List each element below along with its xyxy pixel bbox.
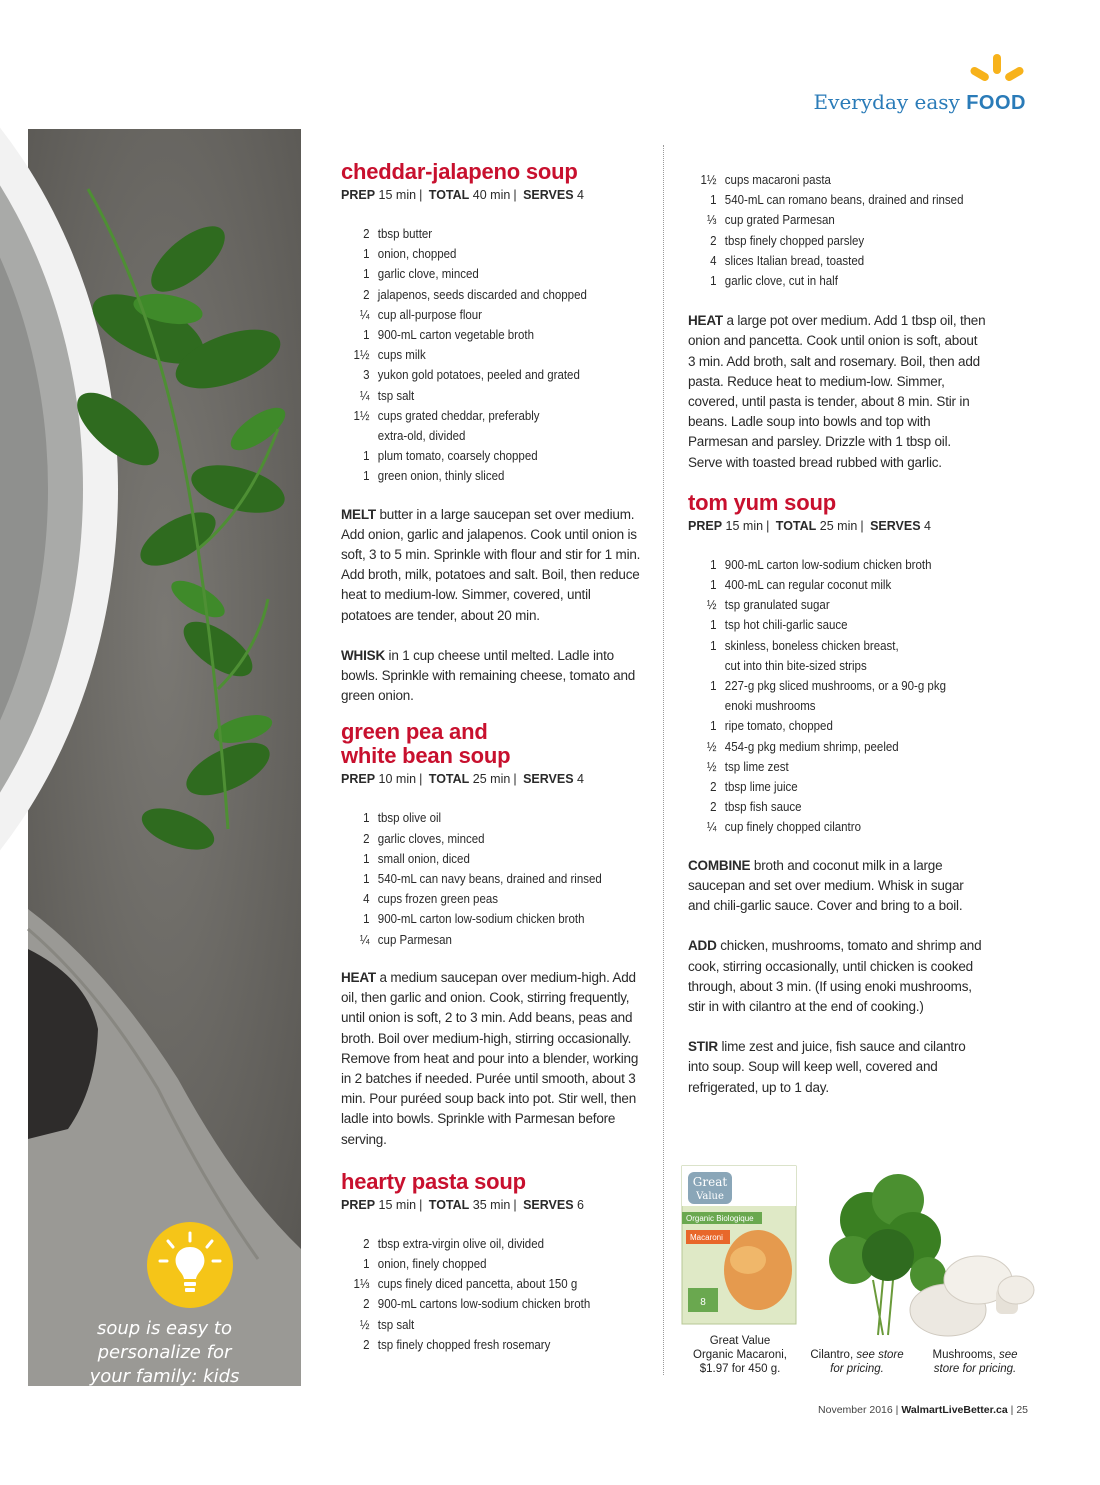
ingredient-qty: ⅓ xyxy=(706,213,717,228)
serves-label: SERVES xyxy=(523,188,574,202)
mushrooms-name: Mushrooms, xyxy=(932,1349,996,1361)
ingredient-text: tbsp fish sauce xyxy=(724,800,802,815)
ingredient-text: ripe tomato, chopped xyxy=(724,719,833,734)
method-step xyxy=(688,1037,988,1098)
cilantro-caption xyxy=(802,1348,912,1376)
ingredient-item xyxy=(688,170,964,190)
total-label: TOTAL xyxy=(428,188,470,202)
method-step xyxy=(341,646,641,707)
ingredient-item xyxy=(688,716,964,736)
step-verb: HEAT xyxy=(688,313,723,329)
ingredient-text: tsp hot chili-garlic sauce xyxy=(724,618,848,633)
ingredient-qty: 1 xyxy=(363,449,370,464)
ingredient-item xyxy=(341,1315,617,1335)
mushrooms-caption xyxy=(920,1348,1030,1376)
ingredient-qty: 1 xyxy=(363,328,370,343)
ingredient-item xyxy=(341,446,617,466)
ingredient-item xyxy=(341,244,617,264)
ingredient-text: small onion, diced xyxy=(377,851,470,866)
page-footer: November 2016 | WalmartLiveBetter.ca | 25 xyxy=(818,1404,1028,1416)
page-number: 25 xyxy=(1016,1404,1028,1416)
serves-count: 6 xyxy=(577,1197,584,1212)
serves-label: SERVES xyxy=(870,518,921,533)
ingredient-qty: 1 xyxy=(363,1256,370,1271)
ingredient-text: 900-mL carton low-sodium chicken broth xyxy=(724,557,932,572)
ingredient-text: 454-g pkg medium shrimp, peeled xyxy=(724,739,899,754)
tip-text: soup is easy to personalize for your family: kids not into seafood? leave it out! prefer shells to macaroni? go for it! xyxy=(77,1318,252,1483)
cilantro-note1: see store xyxy=(853,1349,904,1361)
ingredient-text: jalapenos, seeds discarded and chopped xyxy=(377,287,587,302)
ingredient-qty: 2 xyxy=(363,831,370,846)
box-brand-top: Great xyxy=(692,1175,728,1189)
ingredient-text: tsp granulated sugar xyxy=(724,598,830,613)
recipe-meta: PREP 10 min | TOTAL 25 min | SERVES 4 xyxy=(341,772,584,787)
box-name: Macaroni xyxy=(690,1233,723,1242)
serves-label: SERVES xyxy=(523,772,574,787)
ingredient-qty: 1 xyxy=(710,719,717,734)
ingredient-qty: 1 xyxy=(710,638,717,653)
ingredient-item xyxy=(688,676,964,716)
ingredient-item xyxy=(341,345,617,365)
masthead-prefix: Everyday easy xyxy=(813,90,960,114)
serves-count: 4 xyxy=(924,518,931,533)
ingredient-qty: 2 xyxy=(710,233,717,248)
ingredient-item xyxy=(688,777,964,797)
footer-date: November 2016 xyxy=(818,1404,893,1416)
ingredient-qty: ½ xyxy=(359,1317,370,1332)
prep-time: 15 min xyxy=(378,188,417,202)
ingredient-item xyxy=(688,737,964,757)
ingredient-qty: 1 xyxy=(710,193,717,208)
ingredient-item xyxy=(341,930,617,950)
box-tag: Organic Biologique xyxy=(686,1214,754,1223)
method-step xyxy=(341,968,641,1150)
ingredient-qty: ¼ xyxy=(359,388,370,403)
ingredient-list-continued xyxy=(688,170,988,291)
prep-label: PREP xyxy=(341,1197,376,1212)
recipe-title: cheddar-jalapeno soup xyxy=(341,159,578,184)
total-time: 25 min xyxy=(472,772,511,787)
ingredient-item xyxy=(341,365,617,385)
ingredient-text: 900-mL carton vegetable broth xyxy=(377,328,535,343)
ingredient-item xyxy=(341,849,617,869)
prep-label: PREP xyxy=(341,188,376,202)
footer-site: WalmartLiveBetter.ca xyxy=(901,1404,1008,1416)
ingredient-text: 227-g pkg sliced mushrooms, or a 90-g pkg enoki mushrooms xyxy=(724,679,946,714)
total-time: 35 min xyxy=(472,1197,511,1212)
ingredient-item xyxy=(341,466,617,486)
ingredient-item xyxy=(688,190,964,210)
method-step xyxy=(688,856,988,917)
ingredient-qty: 1 xyxy=(363,811,370,826)
ingredient-list xyxy=(341,224,641,487)
ingredient-text: garlic cloves, minced xyxy=(377,831,485,846)
recipe-green-pea xyxy=(341,720,641,1149)
product-images xyxy=(678,1160,1038,1340)
soup-photo xyxy=(28,129,301,1483)
step-verb: ADD xyxy=(688,938,717,954)
ingredient-qty: 4 xyxy=(363,892,370,907)
ingredient-qty: ½ xyxy=(706,759,717,774)
ingredient-item xyxy=(688,797,964,817)
ingredient-text: cups macaroni pasta xyxy=(724,173,831,187)
ingredient-list xyxy=(341,1234,641,1355)
recipe-title: tom yum soup xyxy=(688,489,836,515)
ingredient-text: cup grated Parmesan xyxy=(724,213,835,228)
ingredient-item xyxy=(688,757,964,777)
serves-count: 4 xyxy=(577,188,584,202)
ingredient-qty: 1 xyxy=(363,872,370,887)
ingredient-item xyxy=(688,575,964,595)
ingredient-text: garlic clove, minced xyxy=(377,267,479,282)
mushrooms-note2: store for pricing. xyxy=(933,1363,1017,1375)
ingredient-qty: ½ xyxy=(706,739,717,754)
ingredient-item xyxy=(341,386,617,406)
serves-count: 4 xyxy=(577,772,584,787)
ingredient-item xyxy=(341,1294,617,1314)
ingredient-item xyxy=(688,251,964,271)
mushrooms-note1: see xyxy=(995,1349,1018,1361)
recipe-title: hearty pasta soup xyxy=(341,1168,526,1194)
ingredient-qty: 3 xyxy=(363,368,370,383)
step-text: butter in a large saucepan set over medium. Add onion, garlic and jalapenos. Cook until onion is soft, 3 to 5 min. Sprinkle with flour and stir for 1 min. Add broth, milk, potatoes and salt. Boil, then reduce heat to medium-low. Simmer, covered, until potatoes are tender, about 20 min. xyxy=(341,506,641,623)
total-time: 25 min xyxy=(819,518,858,533)
ingredient-item xyxy=(341,224,617,244)
cilantro-note2: for pricing. xyxy=(830,1363,884,1375)
masthead-title xyxy=(814,90,1026,115)
ingredient-item xyxy=(688,817,964,837)
step-verb: MELT xyxy=(341,506,376,522)
ingredient-text: 400-mL can regular coconut milk xyxy=(724,578,892,593)
ingredient-qty: 2 xyxy=(710,780,717,795)
ingredient-qty: 1 xyxy=(710,618,717,633)
ingredient-qty: 2 xyxy=(363,287,370,302)
photo-illustration xyxy=(28,129,301,1386)
right-column xyxy=(688,170,988,1118)
ingredient-text: tsp finely chopped fresh rosemary xyxy=(377,1337,551,1352)
ingredient-item xyxy=(688,231,964,251)
ingredient-qty: ½ xyxy=(706,598,717,613)
ingredient-qty: 1 xyxy=(363,267,370,282)
ingredient-qty: 2 xyxy=(363,227,370,241)
ingredient-text: cups frozen green peas xyxy=(377,892,498,907)
ingredient-text: green onion, thinly sliced xyxy=(377,469,505,484)
ingredient-item xyxy=(341,1335,617,1355)
method-step xyxy=(688,936,988,1017)
recipe-meta: PREP 15 min | TOTAL 25 min | SERVES 4 xyxy=(688,518,931,533)
ingredient-text: tbsp olive oil xyxy=(377,811,442,826)
ingredient-text: tsp lime zest xyxy=(724,759,789,774)
ingredient-qty: 2 xyxy=(363,1337,370,1352)
macaroni-box-image xyxy=(682,1166,796,1324)
total-time: 40 min xyxy=(472,188,511,202)
ingredient-text: cup all-purpose flour xyxy=(377,307,483,322)
ingredient-item xyxy=(688,595,964,615)
total-label: TOTAL xyxy=(428,1197,470,1212)
ingredient-item xyxy=(341,869,617,889)
macaroni-caption xyxy=(686,1334,794,1376)
ingredient-list xyxy=(688,555,988,838)
ingredient-text: tbsp finely chopped parsley xyxy=(724,233,865,248)
ingredient-item xyxy=(688,636,964,676)
recipe-meta: PREP 15 min | TOTAL 40 min | SERVES 4 xyxy=(341,188,584,202)
ingredient-qty: 1½ xyxy=(700,173,717,187)
ingredient-text: cups grated cheddar, preferably extra-old, divided xyxy=(377,408,540,444)
macaroni-caption-line3: $1.97 for 450 g. xyxy=(699,1363,781,1375)
prep-time: 10 min xyxy=(378,772,417,787)
ingredient-qty: ¼ xyxy=(359,307,370,322)
ingredient-qty: 4 xyxy=(710,253,717,268)
step-text: broth and coconut milk in a large saucepan and set over medium. Whisk in sugar and chili-garlic sauce. Cover and bring to a boil. xyxy=(688,857,964,914)
ingredient-text: onion, chopped xyxy=(377,247,457,262)
ingredient-qty: ¼ xyxy=(359,932,370,947)
total-label: TOTAL xyxy=(428,772,470,787)
recipe-tom-yum xyxy=(688,491,988,1098)
macaroni-caption-line2: Organic Macaroni, xyxy=(693,1349,787,1361)
ingredient-item xyxy=(341,264,617,284)
step-text: a large pot over medium. Add 1 tbsp oil, then onion and pancetta. Cook until onion is soft, about 3 min. Add broth, salt and rosemary. Boil, then add pasta. Reduce heat to medium-low. Simmer, covered, until pasta is tender, about 8 min. Stir in beans. Ladle soup into bowls and top with Parmesan and parsley. Drizzle with 1 tbsp oil. Serve with toasted bread rubbed with garlic. xyxy=(688,313,986,470)
ingredient-qty: 1⅓ xyxy=(353,1277,370,1292)
ingredient-text: tsp salt xyxy=(377,388,415,403)
prep-time: 15 min xyxy=(725,518,764,533)
prep-label: PREP xyxy=(688,518,723,533)
ingredient-item xyxy=(688,271,964,291)
ingredient-qty: 1½ xyxy=(353,408,370,423)
ingredient-qty: ¼ xyxy=(706,820,717,835)
ingredient-text: 900-mL cartons low-sodium chicken broth xyxy=(377,1297,591,1312)
ingredient-qty: 1 xyxy=(363,247,370,262)
walmart-spark-icon xyxy=(962,54,1032,94)
ingredient-item xyxy=(341,305,617,325)
box-brand-bottom: Value xyxy=(696,1191,724,1202)
recipe-cheddar-jalapeno xyxy=(341,160,641,706)
ingredient-text: tbsp lime juice xyxy=(724,780,798,795)
ingredient-text: yukon gold potatoes, peeled and grated xyxy=(377,368,580,383)
ingredient-item xyxy=(341,1274,617,1294)
ingredient-text: cups finely diced pancetta, about 150 g xyxy=(377,1277,578,1292)
ingredient-qty: 1½ xyxy=(353,348,370,363)
ingredient-item xyxy=(341,829,617,849)
method xyxy=(341,505,641,707)
method xyxy=(688,311,988,473)
ingredient-item xyxy=(688,210,964,230)
lightbulb-icon xyxy=(146,1221,234,1309)
step-text: lime zest and juice, fish sauce and cilantro into soup. Soup will keep well, covered and refrigerated, up to 1 day. xyxy=(688,1039,966,1095)
ingredient-qty: 1 xyxy=(363,469,370,484)
ingredient-text: cups milk xyxy=(377,348,426,363)
ingredient-text: onion, finely chopped xyxy=(377,1256,487,1271)
ingredient-text: tsp salt xyxy=(377,1317,415,1332)
step-verb: HEAT xyxy=(341,969,376,985)
column-divider xyxy=(663,145,664,1375)
ingredient-item xyxy=(688,555,964,575)
ingredient-qty: 1 xyxy=(710,557,717,572)
ingredient-qty: 2 xyxy=(710,800,717,815)
ingredient-text: cup Parmesan xyxy=(377,932,452,947)
ingredient-qty: 1 xyxy=(710,679,717,694)
ingredient-qty: 1 xyxy=(710,578,717,593)
product-showcase xyxy=(678,1160,1038,1380)
ingredient-text: tbsp butter xyxy=(377,227,433,241)
ingredient-list xyxy=(341,808,641,949)
ingredient-qty: 1 xyxy=(363,912,370,927)
ingredient-text: slices Italian bread, toasted xyxy=(724,253,865,268)
ingredient-qty: 2 xyxy=(363,1236,370,1251)
ingredient-qty: 1 xyxy=(363,851,370,866)
middle-column xyxy=(341,160,641,1373)
step-text: chicken, mushrooms, tomato and shrimp and cook, stirring occasionally, until chicken is cooked through, about 3 min. (If using enoki mushrooms, stir in with cilantro at the end of cooking.) xyxy=(688,938,982,1014)
ingredient-item xyxy=(341,1254,617,1274)
method xyxy=(688,856,988,1098)
masthead-word: FOOD xyxy=(966,92,1026,114)
ingredient-item xyxy=(341,285,617,305)
step-text: a medium saucepan over medium-high. Add oil, then garlic and onion. Cook, stirring frequently, until onion is soft, 2 to 3 min. Add beans, peas and broth. Boil over medium-high, stirring occasionally. Remove from heat and pour into a blender, working in 2 batches if needed. Purée until smooth, about 3 min. Pour puréed soup back into pot. Stir well, then ladle into bowls. Sprinkle with Parmesan before serving. xyxy=(341,969,639,1147)
ingredient-item xyxy=(341,325,617,345)
prep-label: PREP xyxy=(341,772,376,787)
ingredient-text: tbsp extra-virgin olive oil, divided xyxy=(377,1236,544,1251)
cilantro-name: Cilantro, xyxy=(810,1349,854,1361)
recipe-title: green pea and white bean soup xyxy=(341,719,511,769)
ingredient-text: cup finely chopped cilantro xyxy=(724,820,861,835)
step-verb: STIR xyxy=(688,1039,718,1055)
ingredient-qty: 1 xyxy=(710,274,717,289)
ingredient-item xyxy=(341,889,617,909)
step-text: in 1 cup cheese until melted. Ladle into bowls. Sprinkle with remaining cheese, tomato and green onion. xyxy=(341,647,636,704)
method-step xyxy=(688,311,988,473)
prep-time: 15 min xyxy=(378,1197,417,1212)
step-verb: WHISK xyxy=(341,647,385,663)
ingredient-qty: 2 xyxy=(363,1297,370,1312)
ingredient-text: skinless, boneless chicken breast, cut into thin bite-sized strips xyxy=(724,638,899,673)
serves-label: SERVES xyxy=(523,1197,574,1212)
ingredient-item xyxy=(688,615,964,635)
total-label: TOTAL xyxy=(775,518,817,533)
ingredient-item xyxy=(341,909,617,929)
ingredient-item xyxy=(341,808,617,828)
recipe-hearty-pasta xyxy=(341,1170,641,1355)
ingredient-item xyxy=(341,406,617,446)
ingredient-text: 540-mL can navy beans, drained and rinsed xyxy=(377,872,602,887)
macaroni-caption-line1: Great Value xyxy=(709,1335,771,1347)
ingredient-text: plum tomato, coarsely chopped xyxy=(377,449,538,464)
recipe-meta: PREP 15 min | TOTAL 35 min | SERVES 6 xyxy=(341,1197,584,1212)
ingredient-text: garlic clove, cut in half xyxy=(724,274,838,289)
ingredient-item xyxy=(341,1234,617,1254)
ingredient-text: 540-mL can romano beans, drained and rinsed xyxy=(724,193,964,208)
step-verb: COMBINE xyxy=(688,857,751,873)
box-count: 8 xyxy=(700,1297,706,1308)
method xyxy=(341,968,641,1150)
ingredient-text: 900-mL carton low-sodium chicken broth xyxy=(377,912,585,927)
method-step xyxy=(341,505,641,626)
